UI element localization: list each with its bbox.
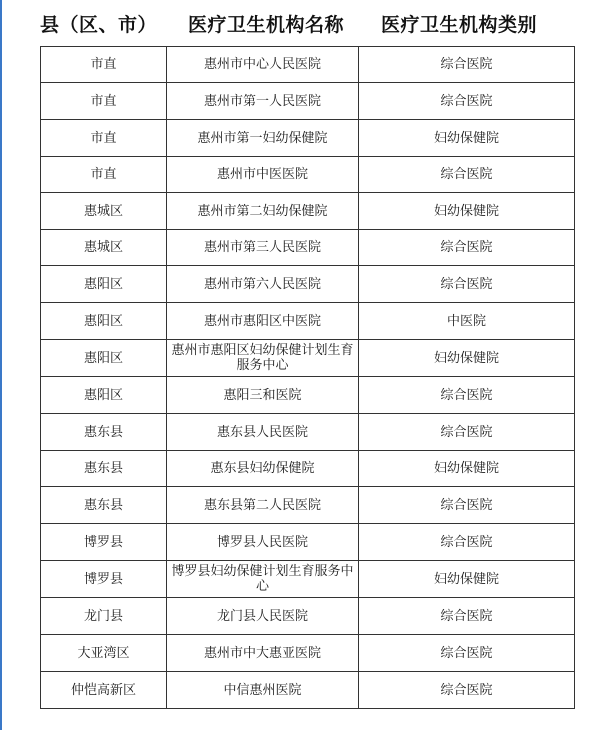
table-row — [41, 157, 575, 193]
county-cell: 市直 — [41, 47, 167, 83]
institution-category-cell: 综合医院 — [359, 672, 575, 709]
institution-name-cell: 惠东县人民医院 — [167, 414, 359, 451]
institution-category-cell: 妇幼保健院 — [359, 120, 575, 157]
table-row — [41, 672, 575, 709]
table-row — [41, 561, 575, 598]
institution-category-cell: 中医院 — [359, 303, 575, 340]
header-institution-category: 医疗卫生机构类别 — [381, 14, 538, 36]
institution-category-cell: 妇幼保健院 — [359, 561, 575, 598]
table-row — [41, 487, 575, 524]
institution-name-cell: 惠州市第一人民医院 — [167, 83, 359, 120]
institution-category-cell: 综合医院 — [359, 414, 575, 451]
table-row — [41, 266, 575, 303]
institution-name-cell: 惠州市第二妇幼保健院 — [167, 193, 359, 230]
institution-name-cell: 惠州市惠阳区妇幼保健计划生育服务中心 — [167, 340, 359, 377]
table-row — [41, 193, 575, 230]
table-row — [41, 635, 575, 672]
institution-name-cell: 惠州市中心人民医院 — [167, 47, 359, 83]
institution-category-cell: 妇幼保健院 — [359, 193, 575, 230]
county-cell: 惠城区 — [41, 193, 167, 230]
institution-name-cell: 惠州市第六人民医院 — [167, 266, 359, 303]
table-row — [41, 47, 575, 83]
county-cell: 惠东县 — [41, 414, 167, 451]
table-row — [41, 524, 575, 561]
institution-category-cell: 妇幼保健院 — [359, 340, 575, 377]
table-row — [41, 414, 575, 451]
institution-category-cell: 综合医院 — [359, 157, 575, 193]
county-cell: 市直 — [41, 120, 167, 157]
table-row — [41, 377, 575, 414]
institution-name-cell: 中信惠州医院 — [167, 672, 359, 709]
institution-category-cell: 综合医院 — [359, 598, 575, 635]
institution-category-cell: 综合医院 — [359, 635, 575, 672]
institution-category-cell: 综合医院 — [359, 83, 575, 120]
county-cell: 博罗县 — [41, 561, 167, 598]
institution-category-cell: 综合医院 — [359, 524, 575, 561]
institution-category-cell: 综合医院 — [359, 266, 575, 303]
institution-category-cell: 综合医院 — [359, 487, 575, 524]
header-institution-name: 医疗卫生机构名称 — [188, 14, 345, 36]
institution-name-cell: 惠阳三和医院 — [167, 377, 359, 414]
table-header — [0, 0, 607, 42]
county-cell: 市直 — [41, 83, 167, 120]
county-cell: 大亚湾区 — [41, 635, 167, 672]
county-cell: 惠阳区 — [41, 303, 167, 340]
institution-name-cell: 惠州市惠阳区中医院 — [167, 303, 359, 340]
institution-name-cell: 惠东县妇幼保健院 — [167, 451, 359, 487]
institution-name-cell: 惠州市第三人民医院 — [167, 230, 359, 266]
table-row — [41, 230, 575, 266]
institution-table — [40, 46, 575, 709]
institution-name-cell: 惠东县第二人民医院 — [167, 487, 359, 524]
table-row — [41, 303, 575, 340]
header-county: 县（区、市） — [40, 14, 158, 36]
institution-name-cell: 惠州市中大惠亚医院 — [167, 635, 359, 672]
institution-category-cell: 综合医院 — [359, 377, 575, 414]
table-row — [41, 340, 575, 377]
county-cell: 惠阳区 — [41, 266, 167, 303]
institution-table-body — [41, 47, 575, 709]
county-cell: 惠阳区 — [41, 340, 167, 377]
county-cell: 仲恺高新区 — [41, 672, 167, 709]
institution-name-cell: 惠州市中医医院 — [167, 157, 359, 193]
county-cell: 惠东县 — [41, 451, 167, 487]
institution-category-cell: 综合医院 — [359, 230, 575, 266]
county-cell: 惠城区 — [41, 230, 167, 266]
institution-name-cell: 龙门县人民医院 — [167, 598, 359, 635]
institution-name-cell: 博罗县妇幼保健计划生育服务中心 — [167, 561, 359, 598]
table-row — [41, 451, 575, 487]
county-cell: 博罗县 — [41, 524, 167, 561]
county-cell: 龙门县 — [41, 598, 167, 635]
table-row — [41, 598, 575, 635]
table-row — [41, 83, 575, 120]
institution-name-cell: 惠州市第一妇幼保健院 — [167, 120, 359, 157]
institution-name-cell: 博罗县人民医院 — [167, 524, 359, 561]
table-row — [41, 120, 575, 157]
institution-category-cell: 妇幼保健院 — [359, 451, 575, 487]
page-edge-line — [0, 0, 2, 730]
county-cell: 惠阳区 — [41, 377, 167, 414]
county-cell: 市直 — [41, 157, 167, 193]
institution-category-cell: 综合医院 — [359, 47, 575, 83]
county-cell: 惠东县 — [41, 487, 167, 524]
